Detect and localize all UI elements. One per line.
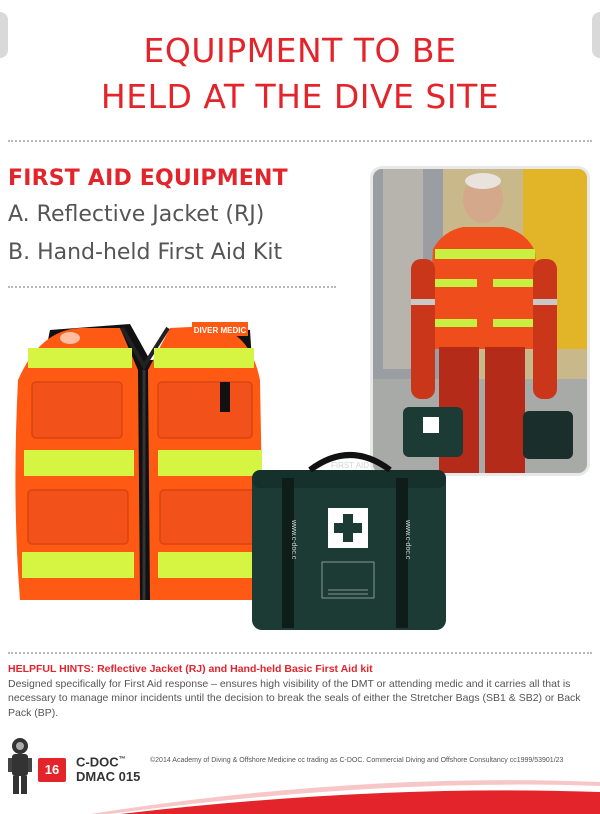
item-reflective-jacket: A. Reflective Jacket (RJ) (8, 202, 265, 227)
bag-strap-text-left: www.c-doc.c (290, 520, 297, 560)
divider-section (8, 286, 336, 288)
page-title-line-2: HELD AT THE DIVE SITE (100, 77, 500, 116)
bag-strap-text-right: www.c-doc.c (404, 520, 411, 560)
vest-logo (60, 332, 80, 344)
section-heading: FIRST AID EQUIPMENT (8, 166, 288, 191)
hints-body: Designed specifically for First Aid response – ensures high visibility of the DMT or attending medic and it carries all that is necessary to manage minor incidents until the decision to break the seals of either the Stretcher Bags (SB1 & SB2) or Back Pack (BP). (8, 677, 581, 719)
page-number: 16 (38, 758, 66, 782)
copyright-notice: ©2014 Academy of Diving & Offshore Medicine cc trading as C-DOC. Commercial Diving and Offshore Consultancy cc1999/53901/23 (150, 757, 564, 764)
brand-name: C-DOC (76, 754, 119, 770)
divider-hints (8, 652, 592, 654)
product-image (10, 300, 450, 645)
vest-tag-text: DIVER MEDIC (193, 326, 247, 335)
page-title (0, 28, 600, 120)
helpful-hints (8, 662, 593, 720)
item-first-aid-kit: B. Hand-held First Aid Kit (8, 240, 283, 265)
divider-top (8, 140, 592, 142)
trademark: ™ (118, 756, 126, 763)
footer-swoosh (0, 774, 600, 814)
hints-label: HELPFUL HINTS: (8, 663, 95, 675)
bag-top-label: FIRST AID (330, 461, 370, 470)
page-title-line-1: EQUIPMENT TO BE (143, 31, 457, 70)
hints-subtitle: Reflective Jacket (RJ) and Hand-held Basic First Aid kit (97, 663, 373, 675)
document-code: DMAC 015 (76, 769, 141, 785)
products-illustration (10, 300, 450, 645)
